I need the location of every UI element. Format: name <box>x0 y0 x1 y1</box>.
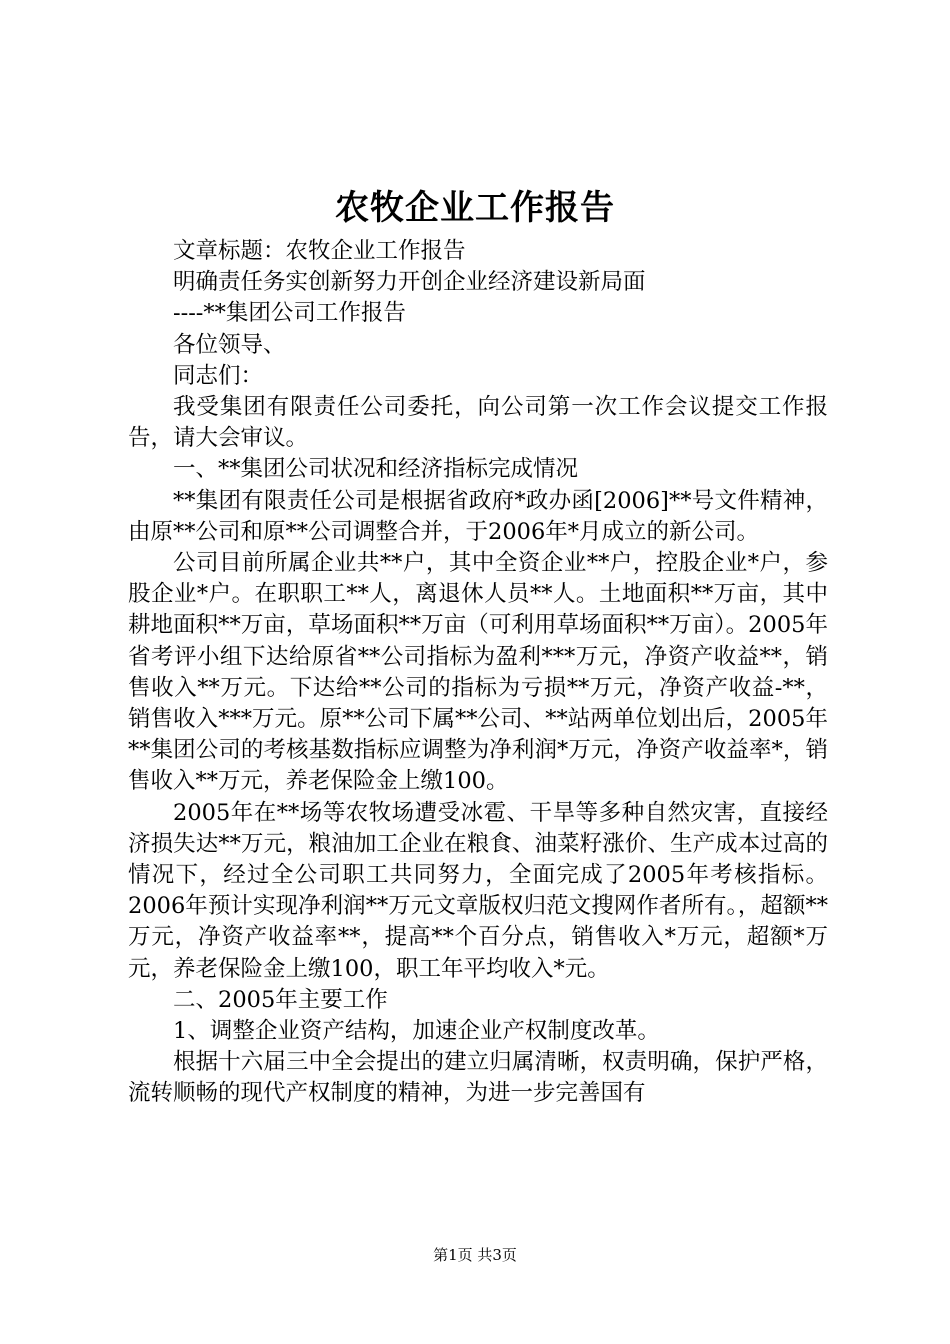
section-heading-1: 一、**集团公司状况和经济指标完成情况 <box>173 456 579 483</box>
body-paragraph: 公司目前所属企业共**户，其中全资企业**户，控股企业*户，参股企业*户。在职职工**人，离退休人员**人。土地面积**万亩，其中耕地面积**万亩，草场面积**万亩（可利用草场面积**万亩）。2005年省考评小组下达给原省**公司指标为盈利***万元，净资产收益**，销售收入**万元。下达给**公司的指标为亏损**万元，净资产收益-**，销售收入***万元。原**公司下属**公司、**站两单位划出后，2005年**集团公司的考核基数指标应调整为净利润*万元，净资产收益率*，销售收入**万元，养老保险金上缴100。 <box>128 550 828 795</box>
report-source-line: ----**集团公司工作报告 <box>173 300 406 327</box>
subsection-heading: 1、调整企业资产结构，加速企业产权制度改革。 <box>173 1018 660 1045</box>
salutation-leaders: 各位领导、 <box>173 331 286 358</box>
page-footer: 第1页 共3页 <box>433 1246 517 1264</box>
body-paragraph: **集团有限责任公司是根据省政府*政办函[2006]**号文件精神，由原**公司和原**公司调整合并，于2006年*月成立的新公司。 <box>128 487 828 545</box>
section-heading-2: 二、2005年主要工作 <box>173 986 388 1013</box>
salutation-comrades: 同志们： <box>173 362 264 389</box>
subtitle-line: 明确责任务实创新努力开创企业经济建设新局面 <box>173 269 646 296</box>
body-paragraph: 根据十六届三中全会提出的建立归属清晰，权责明确，保护严格，流转顺畅的现代产权制度的精神，为进一步完善国有 <box>128 1049 828 1107</box>
article-title-line: 文章标题：农牧企业工作报告 <box>173 238 466 264</box>
document-body <box>128 236 828 1110</box>
document-title: 农牧企业工作报告 <box>335 188 615 228</box>
intro-paragraph: 我受集团有限责任公司委托，向公司第一次工作会议提交工作报告，请大会审议。 <box>128 394 828 452</box>
body-paragraph: 2005年在**场等农牧场遭受冰雹、干旱等多种自然灾害，直接经济损失达**万元，粮油加工企业在粮食、油菜籽涨价、生产成本过高的情况下，经过全公司职工共同努力，全面完成了2005年考核指标。2006年预计实现净利润**万元文章版权归范文搜网作者所有。，超额**万元，净资产收益率**，提高**个百分点，销售收入*万元，超额*万元，养老保险金上缴100，职工年平均收入*元。 <box>128 799 828 982</box>
